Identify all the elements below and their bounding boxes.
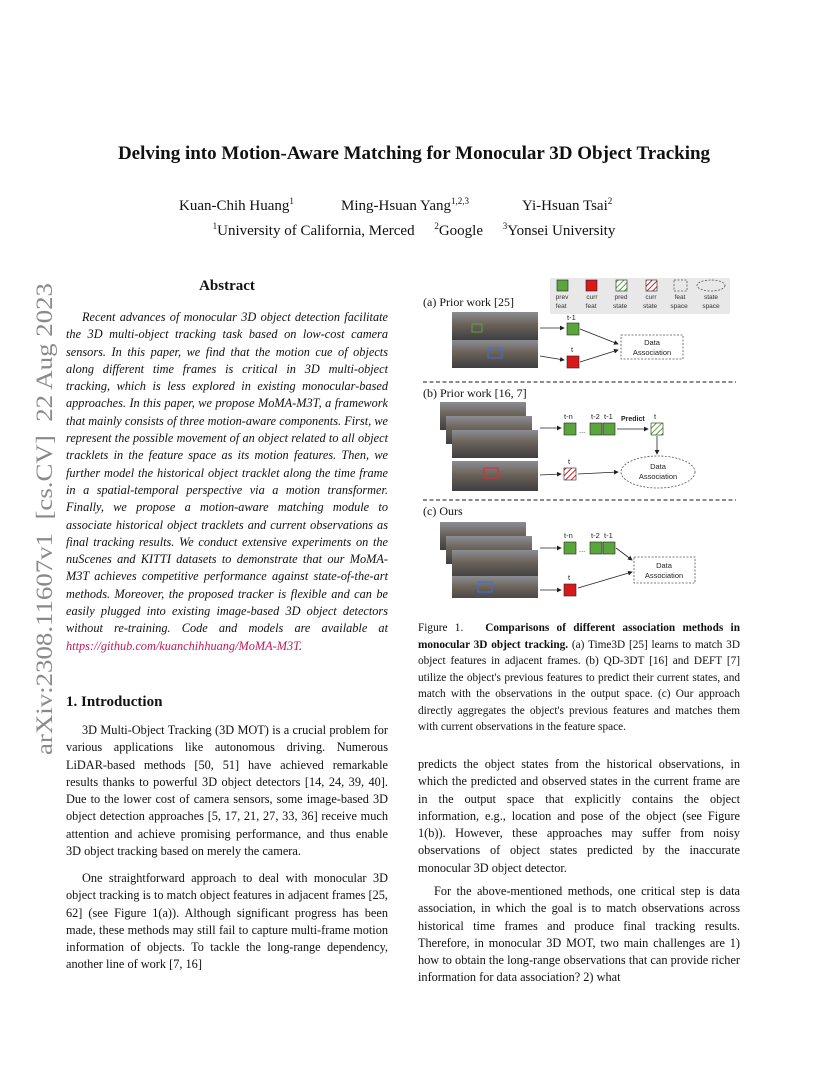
author-name: Kuan-Chih Huang <box>179 198 290 214</box>
curr-state-box <box>564 468 576 480</box>
time-label: t-1 <box>604 531 613 540</box>
panel-b-images <box>440 402 538 491</box>
affiliation-3 <box>503 223 616 239</box>
curr-feat-swatch <box>586 280 597 291</box>
time-label: t-2 <box>591 531 600 540</box>
author-3 <box>522 196 612 215</box>
panel-a-label: (a) Prior work [25] <box>423 295 514 309</box>
time-label: t <box>571 345 574 354</box>
time-label: t <box>568 457 571 466</box>
ellipsis: ... <box>579 426 586 435</box>
right-paragraph-1: predicts the object states from the historical observations, in which the predicted and observed states in the current frame are in the output space that explicitly contains the object information, e.g., location and pose of the object (see Figure 1(b)). However, these approaches may suffer from noisy observations of object states predicted by the inaccurate monocular 3D object detector. <box>418 757 740 875</box>
affiliation-name: Yonsei University <box>507 223 616 239</box>
panel-c-images <box>440 522 538 598</box>
curr-feat-box <box>567 356 579 368</box>
svg-text:prevfeat currfeat: prev feat curr feat pred state curr state feat space state space <box>555 294 720 310</box>
affiliations <box>0 221 828 240</box>
time-label: t-1 <box>567 313 576 322</box>
affiliation-1 <box>213 223 415 239</box>
legend-prev-2: feat <box>555 303 567 310</box>
abstract-body: Recent advances of monocular 3D object detection facilitate the 3D multi-object tracking task based on low-cost camera sensors. In this paper, we find that the motion cue of objects along different time frames is critical in 3D multi-object tracking, which is less explored in existing monocular-based approaches. In this paper, we propose MoMA-M3T, a framework that mainly consists of three motion-aware components. First, we represent the possible movement of an object related to all object tracklets in the feature space as its motion features. Then, we further model the historical object tracklet along the time frame in a spatial-temporal perspective via a motion transformer. Finally, we propose a motion-aware matching module to associate historical object tracklets and current observations as final tracking results. We conduct extensive experiments on the nuScenes and KITTI datasets to demonstrate that our MoMA-M3T achieves competitive performance against state-of-the-art methods. Moreover, the proposed tracker is flexible and can be easily plugged into existing image-based 3D object detectors without re-training. Code and models are available at <box>66 310 388 636</box>
time-label: t-1 <box>604 412 613 421</box>
time-label: t <box>654 412 657 421</box>
ellipsis: ... <box>579 545 586 554</box>
figure-legend <box>550 278 730 314</box>
panel-a-images <box>452 312 538 368</box>
arxiv-id: arXiv:2308.11607v1 [cs.CV] 22 Aug 2023 <box>32 350 57 755</box>
affiliation-name: Google <box>438 223 484 239</box>
legend-prev-1: prev <box>555 294 569 301</box>
abstract-text: Recent advances of monocular 3D object detection facilitate the 3D multi-object tracking task based on low-cost camera sensors. In this paper, we find that the motion cue of objects along different time frames is critical in 3D multi-object tracking, which is less explored in existing monocular-based approaches. In this paper, we propose MoMA-M3T, a framework that mainly consists of three motion-aware components. First, we represent the possible movement of an object related to all object tracklets in the feature space as its motion features. Then, we further model the historical object tracklet along the time frame in a spatial-temporal perspective via a motion transformer. Finally, we propose a motion-aware matching module to associate historical object tracklets and current observations as final tracking results. We conduct extensive experiments on the nuScenes and KITTI datasets to demonstrate that our MoMA-M3T achieves competitive performance against state-of-the-art methods. Moreover, the proposed tracker is flexible and can be easily plugged into existing image-based 3D object detectors without re-training. Code and models are available at https://github.com/kuanchihhuang/MoMA-M3T. <box>66 310 388 653</box>
caption-label: Figure 1. <box>418 622 464 634</box>
author-sup: 1 <box>289 196 294 206</box>
time-label: t-2 <box>591 412 600 421</box>
author-1 <box>179 196 294 215</box>
right-paragraph-2: For the above-mentioned methods, one critical step is data association, in which the goal is to match observations across historical time frames and produce final tracking results. Therefore, in monocular 3D MOT, two main challenges are 1) how to obtain the long-range observations that can provide richer information for data association? 2) what <box>418 884 740 985</box>
prev-feat-swatch <box>557 280 568 291</box>
affiliation-sup: 1 <box>212 221 218 231</box>
pred-state-swatch <box>616 280 627 291</box>
code-link[interactable]: https://github.com/kuanchihhuang/MoMA-M3T <box>66 638 300 653</box>
panel-b-label: (b) Prior work [16, 7] <box>423 386 527 400</box>
affiliation-name: University of California, Merced <box>217 223 415 239</box>
time-label: t <box>568 573 571 582</box>
intro-paragraph-1: 3D Multi-Object Tracking (3D MOT) is a crucial problem for various applications like autonomous driving. Numerous LiDAR-based methods [50, 51] have achieved remarkable results thanks to powerful 3D object detectors [14, 24, 39, 40]. Due to the lower cost of camera sensors, some image-based 3D object detection approaches [5, 17, 21, 27, 33, 36] receive much attention and achieve promising performance, and thus enable 3D object tracking based on merely the camera. <box>66 723 388 859</box>
figure-caption <box>418 620 740 736</box>
pred-state-box <box>651 423 663 435</box>
caption-bold: Comparisons of different association methods in monocular 3D object tracking. <box>418 622 740 651</box>
predict-label: Predict <box>621 416 645 423</box>
author-2 <box>341 196 469 215</box>
paper-title: Delving into Motion-Aware Matching for Monocular 3D Object Tracking <box>117 143 711 164</box>
author-sup: 1,2,3 <box>451 196 470 206</box>
svg-text:DataAssociation: Data Association <box>632 338 672 357</box>
time-label: t-n <box>564 531 573 540</box>
affiliation-sup: 2 <box>434 221 439 231</box>
abstract-heading: Abstract <box>199 278 255 294</box>
prev-feat-box <box>567 323 579 335</box>
svg-text:DataAssociation: Data Association <box>638 462 678 481</box>
affiliation-2 <box>434 223 483 239</box>
intro-heading: 1. Introduction <box>66 694 163 710</box>
caption-rest: (a) Time3D [25] learns to match 3D object features in adjacent frames. (b) QD-3DT [16] and DEFT [7] utilize the object's previous features to predict their current states, and match with the observations in the output space. (c) Our approach directly aggregates the object's previous features and matches them with current observations in the feature space. <box>418 638 740 733</box>
figure-1 <box>418 276 740 598</box>
time-label: t-n <box>564 412 573 421</box>
affiliation-sup: 3 <box>502 221 508 231</box>
svg-text:DataAssociation: Data Association <box>644 561 684 580</box>
author-name: Ming-Hsuan Yang <box>341 198 452 214</box>
curr-state-swatch <box>646 280 657 291</box>
arxiv-stamp <box>22 280 62 755</box>
intro-paragraph-2: One straightforward approach to deal with monocular 3D object tracking is to match object features in adjacent frames [25, 62] (see Figure 1(a)). Although significant progress has been made, these methods may still fail to capture multi-frame motion information of objects. To tackle the long-range dependency, another line of work [7, 16] <box>66 871 388 972</box>
panel-c-label: (c) Ours <box>423 504 463 518</box>
author-sup: 2 <box>607 196 613 206</box>
author-name: Yi-Hsuan Tsai <box>522 198 608 214</box>
